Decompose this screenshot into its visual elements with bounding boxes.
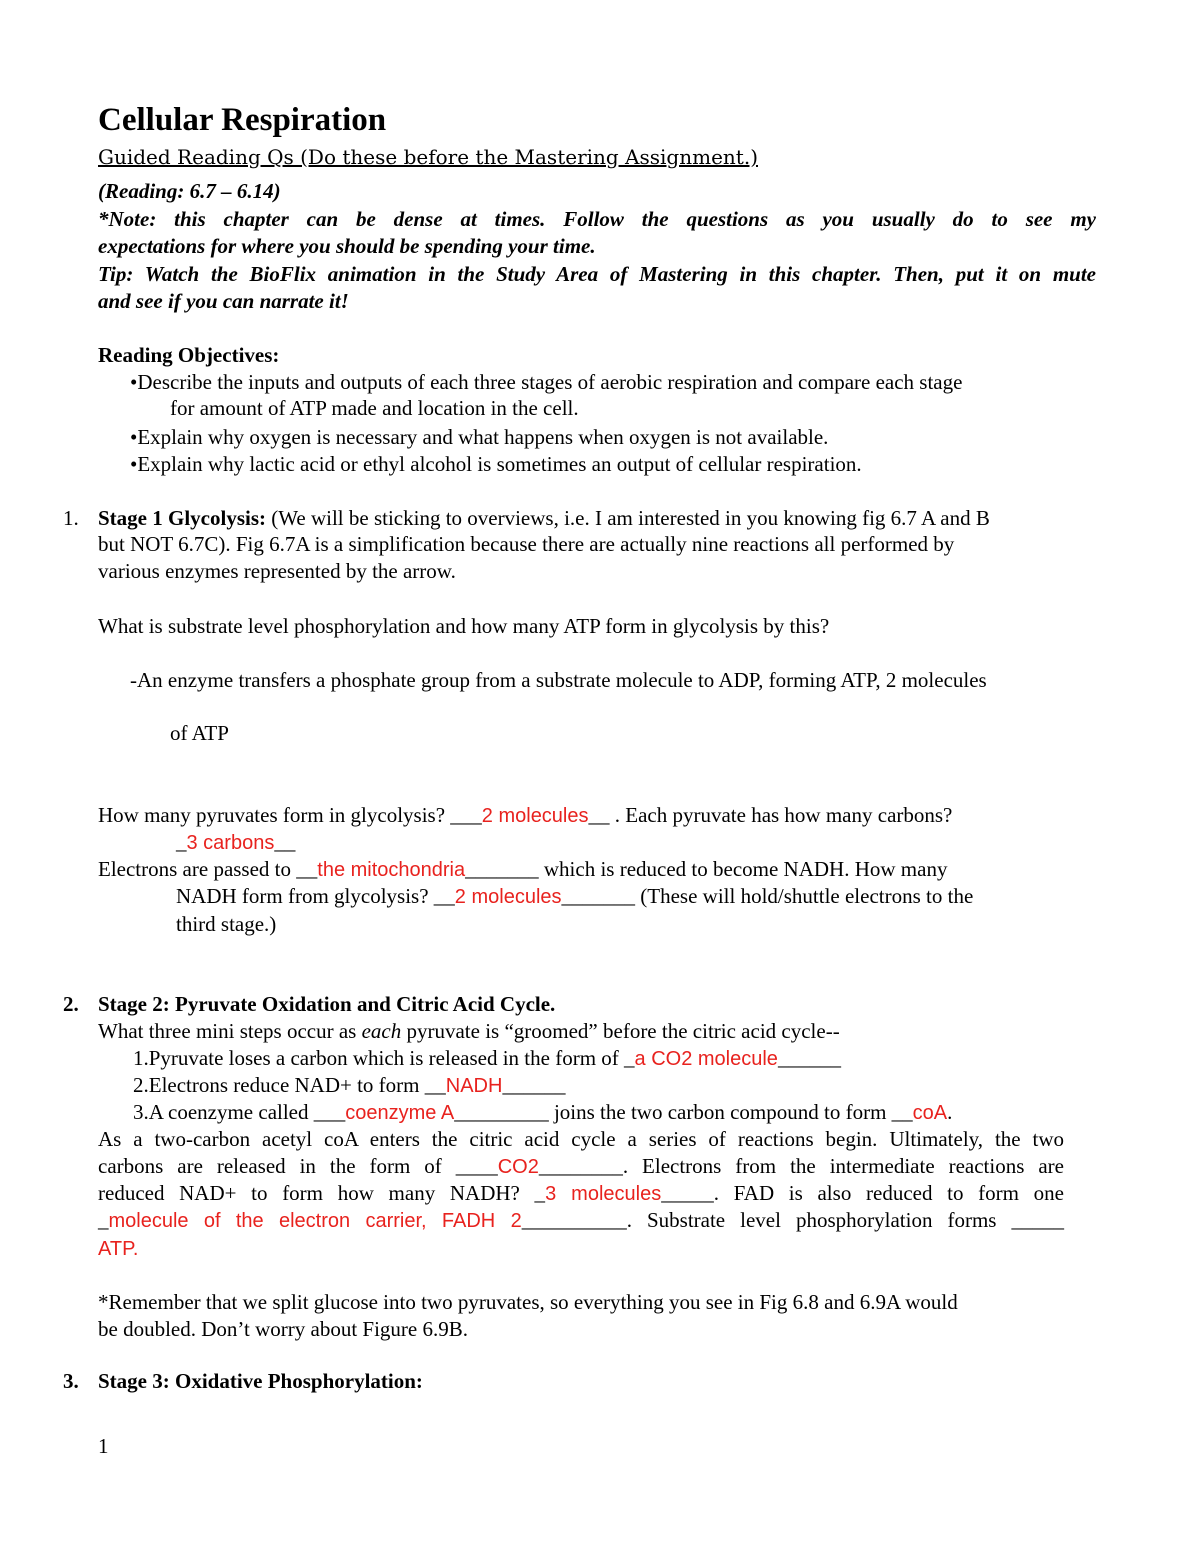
document-title: Cellular Respiration [98,102,387,138]
mini-step-3 [133,1099,952,1126]
question-text: How many pyruvates form in glycolysis? ___ [98,803,482,827]
question-text: NADH form from glycolysis? __ [176,884,455,908]
remember-note-line-2: be doubled. Don’t worry about Figure 6.9B. [98,1317,468,1341]
question-text: _______ (These will hold/shuttle electrons to the [561,884,974,908]
tip-line-1: Tip: Watch the BioFlix animation in the Study Area of Mastering in this chapter. Then, put it on mute [98,262,1096,286]
answer-text: coenzyme A [345,1102,455,1124]
answer-text: coA [912,1102,948,1124]
q1-line-3: various enzymes represented by the arrow. [98,559,456,583]
answer-text: 2 molecules [481,805,589,827]
paragraph-text: __________. Substrate level phosphorylation forms _____ [521,1208,1064,1232]
objective-text: Explain why lactic acid or ethyl alcohol is sometimes an output of cellular respiration. [137,452,862,476]
intro-text: What three mini steps occur as [98,1019,362,1043]
paragraph-text: ________. Electrons from the intermediate reactions are [538,1154,1064,1178]
step-text: 3.A coenzyme called ___ [133,1100,346,1124]
document-subtitle: Guided Reading Qs (Do these before the Mastering Assignment.) [98,145,758,169]
blank-text: __ [274,830,296,854]
question-number: 2. [63,992,79,1016]
bullet-icon: • [130,425,138,449]
answer-text: 2 molecules [454,886,562,908]
pyruvate-question [98,802,952,829]
remember-note-line-1: *Remember that we split glucose into two pyruvates, so everything you see in Fig 6.8 and 6.9A would [98,1290,958,1314]
q2-paragraph-line-4 [98,1207,1064,1234]
q1-answer-line-1: -An enzyme transfers a phosphate group from a substrate molecule to ADP, forming ATP, 2 molecules [130,668,987,692]
question-text: Electrons are passed to __ [98,857,318,881]
electrons-question [98,856,947,883]
note-line-2: expectations for where you should be spending your time. [98,234,596,258]
answer-text: ATP. [98,1238,139,1260]
objective-text: Explain why oxygen is necessary and what happens when oxygen is not available. [137,425,829,449]
paragraph-text: _____. FAD is also reduced to form one [661,1181,1064,1205]
answer-text: the mitochondria [317,859,466,881]
q2-heading: Stage 2: Pyruvate Oxidation and Citric Acid Cycle. [98,992,556,1016]
objective-item-continued: for amount of ATP made and location in the cell. [170,396,579,420]
step-text: 1.Pyruvate loses a carbon which is released in the form of _ [133,1046,635,1070]
intro-text: pyruvate is “groomed” before the citric acid cycle-- [401,1019,840,1043]
blank-text: ______ [502,1073,566,1097]
objective-item [130,451,862,477]
objective-item [130,424,828,450]
q3-heading: Stage 3: Oxidative Phosphorylation: [98,1369,423,1393]
blank-text: _ [176,830,187,854]
question-text: __ . Each pyruvate has how many carbons? [588,803,953,827]
blank-text: ______ [777,1046,841,1070]
tip-line-2: and see if you can narrate it! [98,289,349,313]
page-number: 1 [98,1434,109,1458]
q1-heading: Stage 1 Glycolysis: [98,506,266,530]
step-text: . [947,1100,953,1124]
nadh-question-continued: third stage.) [176,912,277,936]
question-number: 1. [63,506,79,530]
question-number: 3. [63,1369,79,1393]
question-text: _______ which is reduced to become NADH. How many [465,857,948,881]
q1-answer-line-2: of ATP [170,721,229,745]
objective-text: Describe the inputs and outputs of each three stages of aerobic respiration and compare each stage [137,370,963,394]
objective-item [130,369,962,395]
answer-text: NADH [445,1075,503,1097]
answer-text: a CO2 molecule [634,1048,778,1070]
mini-step-1 [133,1045,841,1072]
bullet-icon: • [130,452,138,476]
q1-intro: (We will be sticking to overviews, i.e. I am interested in you knowing fig 6.7 A and B [266,506,990,530]
carbons-answer [176,829,295,856]
q1-line-2: but NOT 6.7C). Fig 6.7A is a simplification because there are actually nine reactions all performed by [98,532,955,556]
answer-text: 3 molecules [545,1183,662,1205]
reading-range: (Reading: 6.7 – 6.14) [98,179,281,203]
nadh-question [176,883,973,910]
answer-text: 3 carbons [186,832,275,854]
q2-intro [98,1018,840,1044]
step-text: _________ joins the two carbon compound to form __ [454,1100,913,1124]
step-text: 2.Electrons reduce NAD+ to form __ [133,1073,446,1097]
blank-text: _ [98,1208,109,1232]
q2-paragraph-line-3 [98,1180,1064,1207]
paragraph-text: carbons are released in the form of ____ [98,1154,498,1178]
q2-paragraph-line-2 [98,1153,1064,1180]
objectives-heading: Reading Objectives: [98,343,280,367]
note-line-1: *Note: this chapter can be dense at times. Follow the questions as you usually do to see my [98,207,1096,231]
answer-text: molecule of the electron carrier, FADH 2 [108,1210,522,1232]
answer-text: CO2 [497,1156,539,1178]
q2-paragraph-line-5 [98,1235,138,1262]
q1-line-1 [98,505,990,531]
mini-step-2 [133,1072,565,1099]
q1-question: What is substrate level phosphorylation and how many ATP form in glycolysis by this? [98,614,830,638]
bullet-icon: • [130,370,138,394]
intro-emphasis: each [361,1019,402,1043]
paragraph-text: reduced NAD+ to form how many NADH? _ [98,1181,546,1205]
q2-paragraph-line-1: As a two-carbon acetyl coA enters the citric acid cycle a series of reactions begin. Ultimately, the two [98,1127,1064,1151]
